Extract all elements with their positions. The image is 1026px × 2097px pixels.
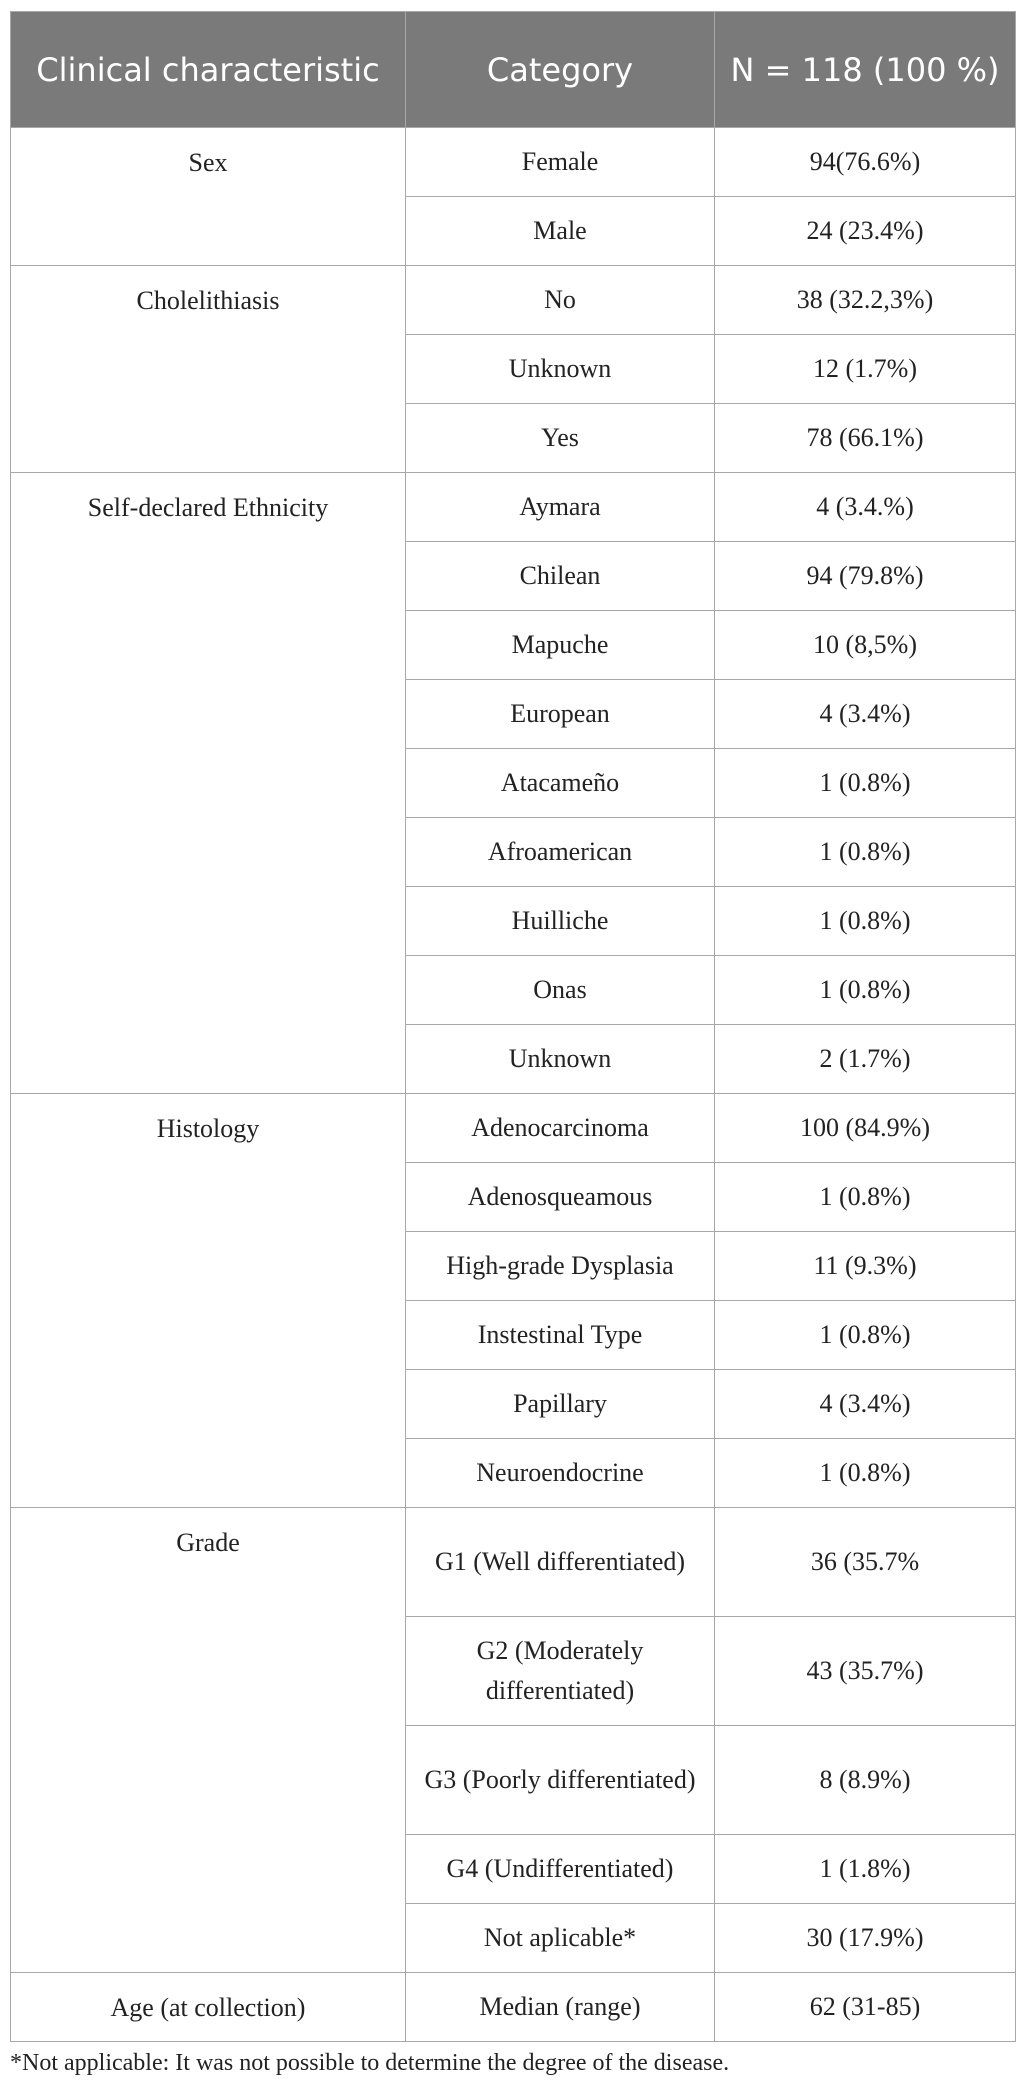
count-cell: 43 (35.7%) xyxy=(715,1617,1016,1726)
category-cell: G3 (Poorly differentiated) xyxy=(406,1726,715,1835)
characteristic-cell: Grade xyxy=(11,1508,406,1973)
characteristic-cell: Age (at collection) xyxy=(11,1973,406,2042)
header-category: Category xyxy=(406,12,715,128)
count-cell: 62 (31-85) xyxy=(715,1973,1016,2042)
category-cell: No xyxy=(406,266,715,335)
table-row xyxy=(11,1508,1016,1617)
category-cell: Aymara xyxy=(406,473,715,542)
category-cell: Unknown xyxy=(406,335,715,404)
count-cell: 1 (0.8%) xyxy=(715,887,1016,956)
header-row xyxy=(11,12,1016,128)
category-cell: European xyxy=(406,680,715,749)
count-cell: 11 (9.3%) xyxy=(715,1232,1016,1301)
table-footnote: *Not applicable: It was not possible to determine the degree of the disease. xyxy=(10,2050,730,2076)
count-cell: 1 (1.8%) xyxy=(715,1835,1016,1904)
characteristic-cell: Self-declared Ethnicity xyxy=(11,473,406,1094)
category-cell: Unknown xyxy=(406,1025,715,1094)
category-cell: Neuroendocrine xyxy=(406,1439,715,1508)
table-row xyxy=(11,128,1016,197)
table-header xyxy=(11,12,1016,128)
table-row xyxy=(11,473,1016,542)
category-cell: Chilean xyxy=(406,542,715,611)
category-cell: Onas xyxy=(406,956,715,1025)
table-body xyxy=(11,128,1016,2042)
count-cell: 1 (0.8%) xyxy=(715,1163,1016,1232)
count-cell: 2 (1.7%) xyxy=(715,1025,1016,1094)
header-clinical-characteristic: Clinical characteristic xyxy=(11,12,406,128)
table-row xyxy=(11,1973,1016,2042)
count-cell: 1 (0.8%) xyxy=(715,956,1016,1025)
category-cell: Afroamerican xyxy=(406,818,715,887)
count-cell: 30 (17.9%) xyxy=(715,1904,1016,1973)
category-cell: Male xyxy=(406,197,715,266)
count-cell: 12 (1.7%) xyxy=(715,335,1016,404)
category-cell: Papillary xyxy=(406,1370,715,1439)
category-cell: G4 (Undifferentiated) xyxy=(406,1835,715,1904)
category-cell: Mapuche xyxy=(406,611,715,680)
category-cell: Median (range) xyxy=(406,1973,715,2042)
table-row xyxy=(11,266,1016,335)
count-cell: 10 (8,5%) xyxy=(715,611,1016,680)
category-cell: Yes xyxy=(406,404,715,473)
clinical-characteristics-table-wrapper xyxy=(10,11,1015,2042)
count-cell: 1 (0.8%) xyxy=(715,749,1016,818)
category-cell: Atacameño xyxy=(406,749,715,818)
count-cell: 4 (3.4%) xyxy=(715,680,1016,749)
count-cell: 4 (3.4.%) xyxy=(715,473,1016,542)
count-cell: 94(76.6%) xyxy=(715,128,1016,197)
table-row xyxy=(11,1094,1016,1163)
count-cell: 38 (32.2,3%) xyxy=(715,266,1016,335)
count-cell: 1 (0.8%) xyxy=(715,818,1016,887)
category-cell: Huilliche xyxy=(406,887,715,956)
characteristic-cell: Cholelithiasis xyxy=(11,266,406,473)
count-cell: 94 (79.8%) xyxy=(715,542,1016,611)
category-cell: Instestinal Type xyxy=(406,1301,715,1370)
header-count: N = 118 (100 %) xyxy=(715,12,1016,128)
count-cell: 8 (8.9%) xyxy=(715,1726,1016,1835)
count-cell: 4 (3.4%) xyxy=(715,1370,1016,1439)
characteristic-cell: Sex xyxy=(11,128,406,266)
category-cell: G1 (Well differentiated) xyxy=(406,1508,715,1617)
category-cell: G2 (Moderately differentiated) xyxy=(406,1617,715,1726)
count-cell: 36 (35.7% xyxy=(715,1508,1016,1617)
category-cell: Not aplicable* xyxy=(406,1904,715,1973)
category-cell: Female xyxy=(406,128,715,197)
count-cell: 1 (0.8%) xyxy=(715,1439,1016,1508)
count-cell: 24 (23.4%) xyxy=(715,197,1016,266)
count-cell: 1 (0.8%) xyxy=(715,1301,1016,1370)
category-cell: High-grade Dysplasia xyxy=(406,1232,715,1301)
count-cell: 100 (84.9%) xyxy=(715,1094,1016,1163)
characteristic-cell: Histology xyxy=(11,1094,406,1508)
category-cell: Adenocarcinoma xyxy=(406,1094,715,1163)
count-cell: 78 (66.1%) xyxy=(715,404,1016,473)
clinical-characteristics-table xyxy=(10,11,1016,2042)
category-cell: Adenosqueamous xyxy=(406,1163,715,1232)
